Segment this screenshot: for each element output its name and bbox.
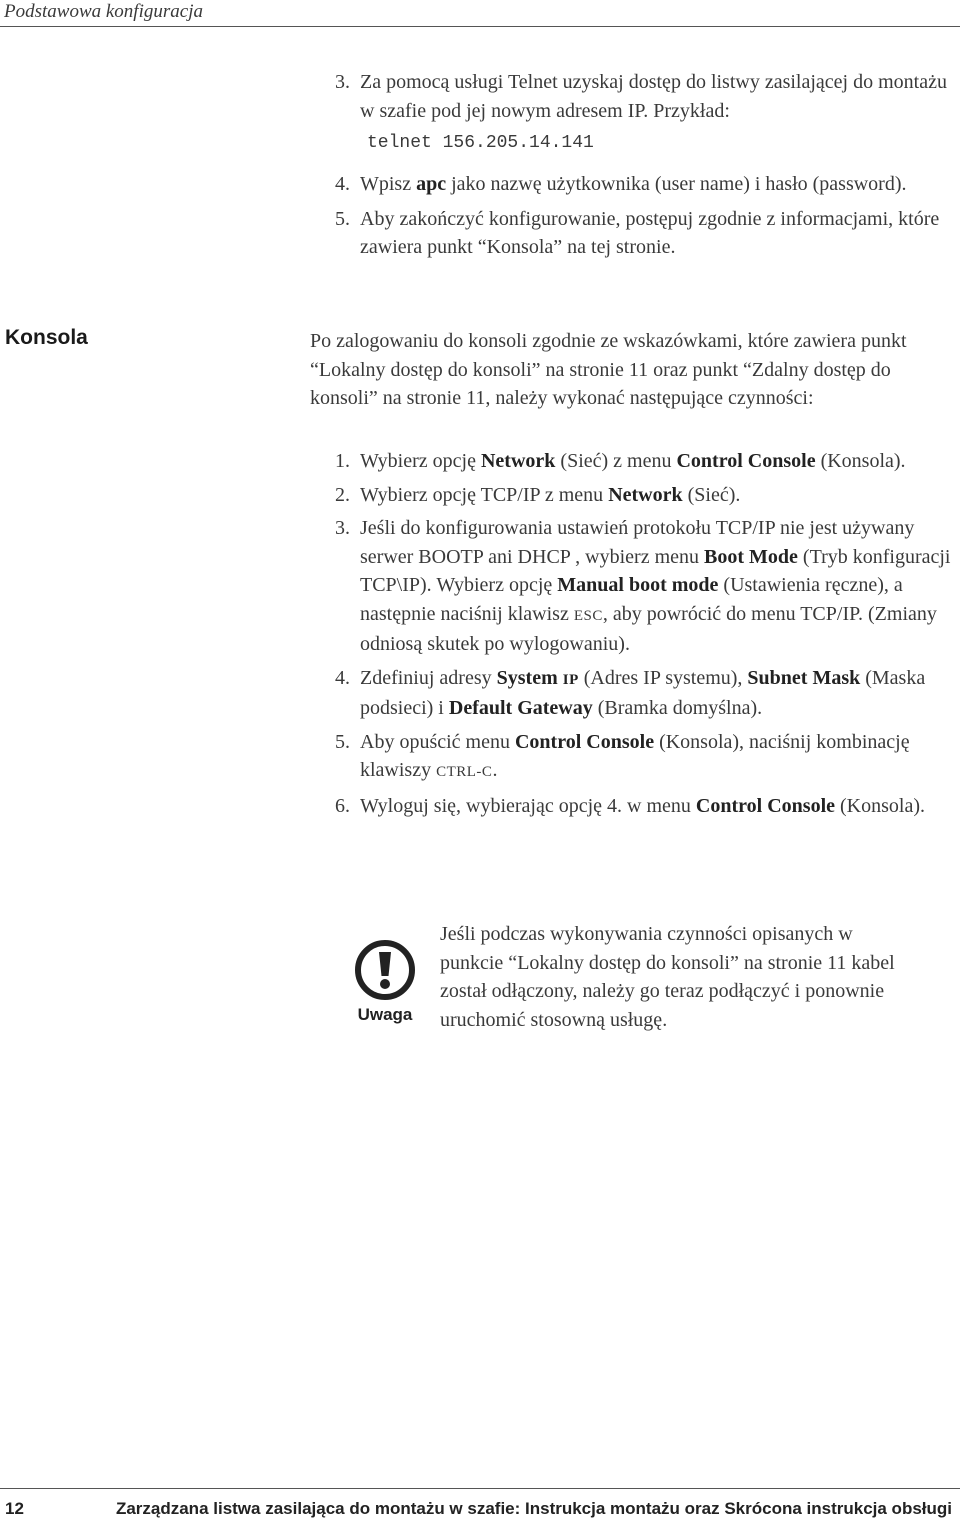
running-header-title: Podstawowa konfiguracja xyxy=(4,1,203,22)
list-item: 1. Wybierz opcję Network (Sieć) z menu Control Console (Konsola). xyxy=(335,450,906,472)
list-item: 5. Aby zakończyć konfigurowanie, postępuj zgodnie z informacjami, które zawiera punkt “Konsola” na tej stronie. xyxy=(335,207,940,258)
telnet-command: telnet 156.205.14.141 xyxy=(367,133,594,153)
section-heading: Konsola xyxy=(5,326,88,349)
running-header xyxy=(0,0,960,27)
warning-icon xyxy=(350,940,420,1030)
footer-title: Zarządzana listwa zasilająca do montażu w szafie: Instrukcja montażu oraz Skrócona instrukcja obsługi xyxy=(115,1499,952,1518)
console-steps xyxy=(335,447,955,825)
list-item: 4. Wpisz apc jako nazwę użytkownika (user name) i hasło (password). xyxy=(335,173,907,195)
section-intro: Po zalogowaniu do konsoli zgodnie ze wskazówkami, które zawiera punkt “Lokalny dostęp do konsoli” na stronie 11 oraz punkt “Zdalny dostęp do konsoli” na stronie 11, należy wykonać następujące czynności: xyxy=(310,330,907,409)
top-steps xyxy=(335,68,955,131)
list-item: 3. Za pomocą usługi Telnet uzyskaj dostęp do listwy zasilającej do montażu w szafie pod jej nowym adresem IP. Przykład: xyxy=(335,71,947,122)
note-text: Jeśli podczas wykonywania czynności opisanych w punkcie “Lokalny dostęp do konsoli” na stronie 11 kabel został odłączony, należy go teraz podłączyć i ponownie uruchomić stosowną usługę. xyxy=(440,923,895,1031)
list-item: 5. Aby opuścić menu Control Console (Konsola), naciśnij kombinację klawiszy CTRL-C. xyxy=(335,730,910,781)
note-label: Uwaga xyxy=(357,1005,413,1024)
page-number: 12 xyxy=(5,1499,24,1518)
top-steps-continued xyxy=(335,170,955,268)
list-item: 6. Wyloguj się, wybierając opcję 4. w menu Control Console (Konsola). xyxy=(335,794,925,817)
list-item: 4. Zdefiniuj adresy System IP (Adres IP systemu), Subnet Mask (Maska podsieci) i Default Gateway (Bramka domyślna). xyxy=(335,666,926,719)
footer xyxy=(0,1488,960,1521)
list-item: 2. Wybierz opcję TCP/IP z menu Network (Sieć). xyxy=(335,483,741,506)
list-item: 3. Jeśli do konfigurowania ustawień protokołu TCP/IP nie jest używany serwer BOOTP ani DHCP , wybierz menu Boot Mode (Tryb konfiguracji TCP\IP). Wybierz opcję Manual boot mode (Ustawienia ręczne), a następnie naciśnij klawisz ESC, aby powrócić do menu TCP/IP. (Zmiany odniosą skutek po wylogowaniu). xyxy=(335,517,951,655)
